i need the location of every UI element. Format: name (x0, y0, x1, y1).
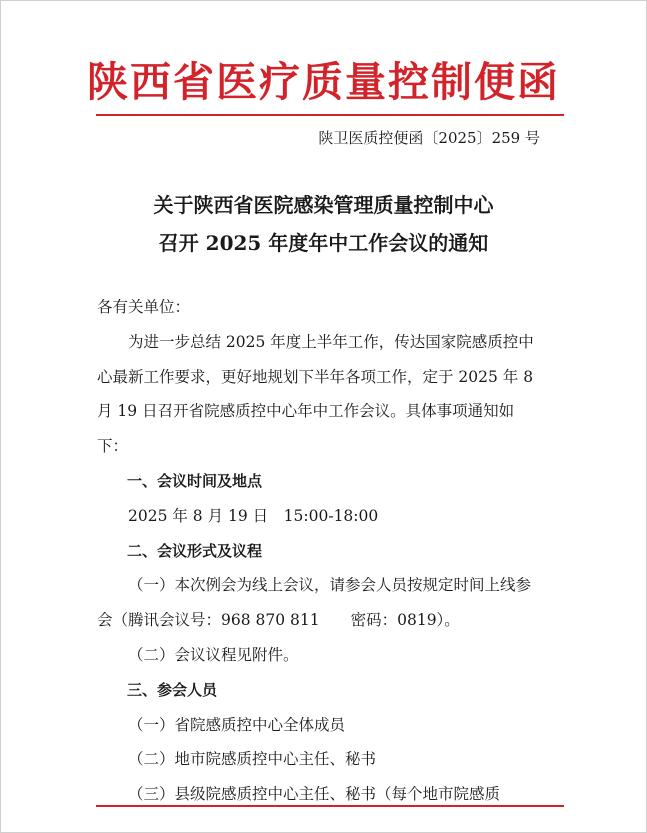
notice-body (97, 290, 545, 812)
document-number: 陕卫医质控便函〔2025〕259 号 (318, 129, 540, 147)
section-item: （二）地市院感质控中心主任、秘书 (128, 750, 377, 769)
section-heading: 三、参会人员 (127, 680, 218, 699)
section-item: （一）本次例会为线上会议，请参会人员按规定时间上线参会（腾讯会议号：968 870 811 密码：0819）。 (97, 576, 532, 630)
section-heading: 一、会议时间及地点 (127, 471, 263, 490)
notice-title-line-1: 关于陕西省医院感染管理质量控制中心 (153, 193, 494, 217)
footer-red-rule (96, 805, 564, 807)
notice-title-line-2: 召开 2025 年度年中工作会议的通知 (158, 231, 489, 255)
intro-paragraph: 为进一步总结 2025 年度上半年工作，传达国家院感质控中心最新工作要求，更好地规划下半年各项工作，定于 2025 年 8 月 19 日召开省院感质控中心年中工作会议。具体事项通知如下： (97, 332, 534, 456)
section-item: （三）县级院感质控中心主任、秘书（每个地市院感质 (128, 785, 501, 804)
section-heading: 二、会议形式及议程 (127, 541, 263, 560)
section-item: （二）会议议程见附件。 (128, 645, 299, 664)
section-item: 2025 年 8 月 19 日 15:00-18:00 (128, 506, 379, 525)
letterhead-red-rule (96, 114, 564, 116)
letterhead-title: 陕西省医疗质量控制便函 (87, 58, 560, 106)
salutation: 各有关单位： (97, 298, 191, 316)
section-item: （一）省院感质控中心全体成员 (128, 715, 346, 734)
notice-title (0, 186, 647, 262)
